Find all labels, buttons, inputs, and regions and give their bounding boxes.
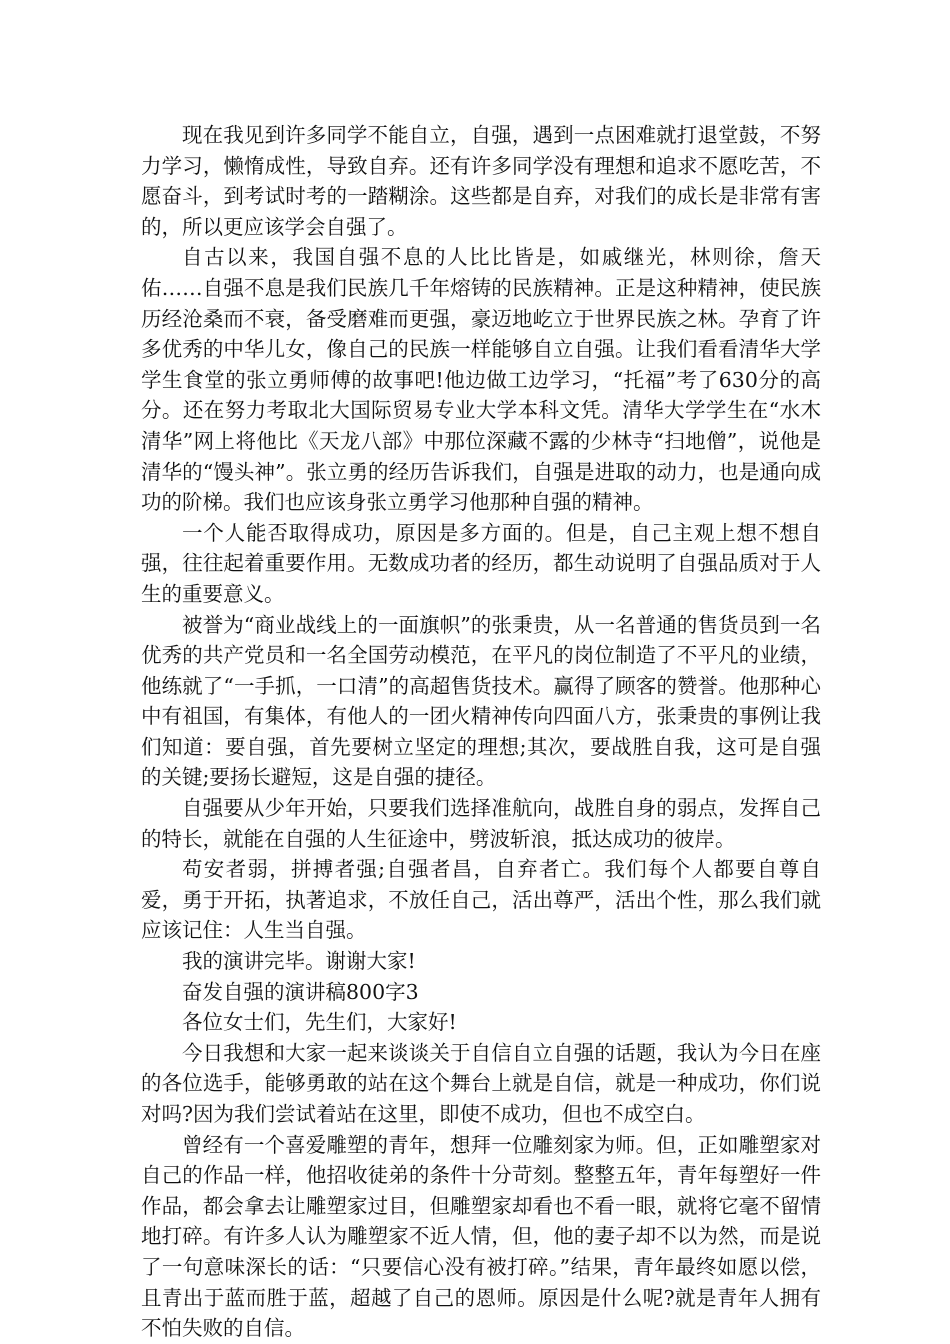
- paragraph: 曾经有一个喜爱雕塑的青年，想拜一位雕刻家为师。但，正如雕塑家对自己的作品一样，他招收徒弟的条件十分苛刻。整整五年，青年每塑好一件作品，都会拿去让雕塑家过目，但雕塑家却看也不看一眼，就将它毫不留情地打碎。有许多人认为雕塑家不近人情，但，他的妻子却不以为然，而是说了一句意味深长的话：“只要信心没有被打碎。”结果，青年最终如愿以偿，且青出于蓝而胜于蓝，超越了自己的恩师。原因是什么呢?就是青年人拥有不怕失败的自信。: [141, 1132, 821, 1341]
- paragraph: 自古以来，我国自强不息的人比比皆是，如戚继光，林则徐，詹天佑……自强不息是我们民族几千年熔铸的民族精神。正是这种精神，使民族历经沧桑而不衰，备受磨难而更强，豪迈地屹立于世界民族之林。孕育了许多优秀的中华儿女，像自己的民族一样能够自立自强。让我们看看清华大学学生食堂的张立勇师傅的故事吧!他边做工边学习，“托福”考了630分的高分。还在努力考取北大国际贸易专业大学本科文凭。清华大学学生在“水木清华”网上将他比《天龙八部》中那位深藏不露的少林寺“扫地僧”，说他是清华的“馒头神”。张立勇的经历告诉我们，自强是进取的动力，也是通向成功的阶梯。我们也应该身张立勇学习他那种自强的精神。: [141, 245, 821, 515]
- paragraph: 苟安者弱，拼搏者强;自强者昌，自弃者亡。我们每个人都要自尊自爱，勇于开拓，执著追求，不放任自己，活出尊严，活出个性，那么我们就应该记住：人生当自强。: [141, 857, 821, 943]
- paragraph: 自强要从少年开始，只要我们选择准航向，战胜自身的弱点，发挥自己的特长，就能在自强的人生征途中，劈波斩浪，抵达成功的彼岸。: [141, 796, 821, 851]
- greeting: 各位女士们，先生们，大家好!: [182, 1010, 457, 1035]
- paragraph: 今日我想和大家一起来谈谈关于自信自立自强的话题，我认为今日在座的各位选手，能够勇敢的站在这个舞台上就是自信，就是一种成功，你们说对吗?因为我们尝试着站在这里，即使不成功，但也不成空白。: [141, 1040, 821, 1126]
- section-heading: 奋发自强的演讲稿800字3: [182, 979, 419, 1004]
- paragraph: 现在我见到许多同学不能自立，自强，遇到一点困难就打退堂鼓，不努力学习，懒惰成性，导致自弃。还有许多同学没有理想和追求不愿吃苦，不愿奋斗，到考试时考的一踏糊涂。这些都是自弃，对我们的成长是非常有害的，所以更应该学会自强了。: [141, 123, 821, 239]
- paragraph: 被誉为“商业战线上的一面旗帜”的张秉贵，从一名普通的售货员到一名优秀的共产党员和一名全国劳动模范，在平凡的岗位制造了不平凡的业绩，他练就了“一手抓，一口清”的高超售货技术。赢得了顾客的赞誉。他那种心中有祖国，有集体，有他人的一团火精神传向四面八方，张秉贵的事例让我们知道：要自强，首先要树立坚定的理想;其次，要战胜自我，这可是自强的关键;要扬长避短，这是自强的捷径。: [141, 612, 821, 790]
- paragraph: 我的演讲完毕。谢谢大家!: [182, 949, 416, 974]
- paragraph: 一个人能否取得成功，原因是多方面的。但是，自己主观上想不想自强，往往起着重要作用。无数成功者的经历，都生动说明了自强品质对于人生的重要意义。: [141, 520, 821, 606]
- document-body: [141, 120, 821, 1344]
